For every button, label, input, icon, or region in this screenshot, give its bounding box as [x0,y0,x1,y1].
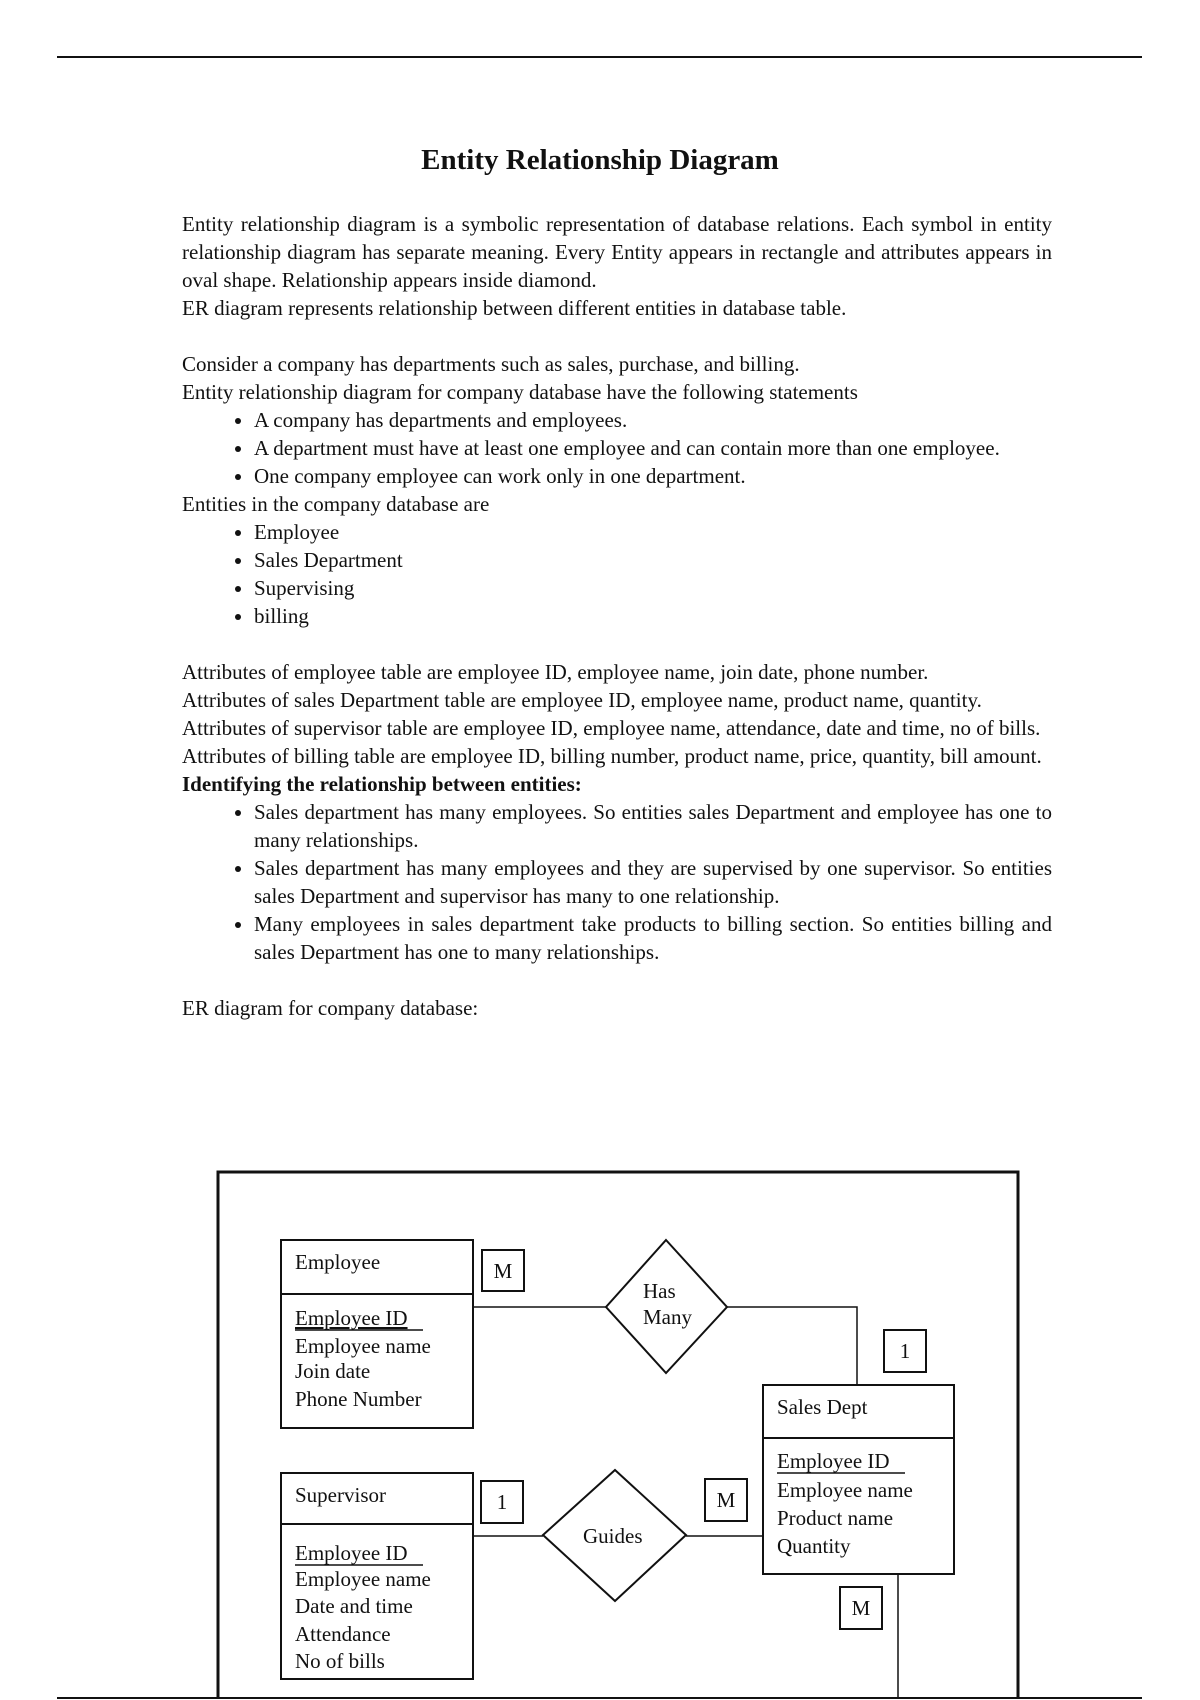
consider-sentence: Consider a company has departments such as sales, purchase, and billing. [182,352,800,376]
cardinality-label [481,1481,523,1523]
attribute: Product name [777,1506,894,1530]
entity-supervisor [281,1473,473,1679]
list-item: • A company has departments and employees. [254,406,1052,434]
entity-name: Employee [295,1250,381,1274]
list-item: • One company employee can work only in one department. [254,462,1052,490]
entity-name: Sales Dept [777,1395,868,1419]
attributes-supervisor: Attributes of supervisor table are employee ID, employee name, attendance, date and time, no of bills. [182,716,1041,740]
attribute: Employee name [777,1478,913,1502]
primary-key: Employee ID [777,1449,890,1473]
intro-paragraph: Entity relationship diagram is a symbolic representation of database relations. Each symbol in entity relationship diagram has separate meaning. Every Entity appears in rectangle and attributes appears in oval shape. Relationship appears inside diamond. [182,212,1052,292]
relationship-guides [543,1470,686,1601]
list-item: • Many employees in sales department take products to billing section. So entities billing and sales Department has one to many relationships. [254,910,1052,966]
attribute: No of bills [295,1649,385,1673]
svg-text:M: M [493,1259,513,1283]
cardinality-label [840,1587,882,1629]
entities-intro: Entities in the company database are [182,492,490,516]
attributes-sales: Attributes of sales Department table are employee ID, employee name, product name, quantity. [182,688,982,712]
svg-text:M: M [716,1488,736,1512]
attribute: Quantity [777,1534,851,1558]
cardinality-label [705,1479,747,1521]
cardinality-label [884,1330,926,1372]
list-item: • billing [254,602,1052,630]
primary-key: Employee ID [295,1541,408,1565]
entity-employee [281,1240,473,1428]
attribute: Join date [295,1359,371,1383]
svg-text:M: M [851,1596,871,1620]
connector-line [727,1307,857,1385]
attributes-billing: Attributes of billing table are employee ID, billing number, product name, price, quantity, bill amount. [182,744,1042,768]
entity-sales-dept [763,1385,954,1574]
list-item: • Sales department has many employees. So entities sales Department and employee has one to many relationships. [254,798,1052,854]
page-title: Entity Relationship Diagram [421,144,779,176]
relationship-heading: Identifying the relationship between entities: [182,772,582,796]
relationship-label: Many [643,1305,692,1329]
bottom-rule [57,1697,1142,1699]
list-item: • A department must have at least one employee and can contain more than one employee. [254,434,1052,462]
relationship-label: Has [643,1279,676,1303]
list-item: • Sales department has many employees and they are supervised by one supervisor. So entities sales Department and supervisor has many to one relationship. [254,854,1052,910]
diagram-caption: ER diagram for company database: [182,996,479,1020]
relationship-label: Guides [583,1524,643,1548]
attribute: Date and time [295,1594,413,1618]
svg-text:1: 1 [496,1490,508,1514]
statements-intro: Entity relationship diagram for company database have the following statements [182,380,858,404]
list-item: • Supervising [254,574,1052,602]
list-item: • Employee [254,518,1052,546]
attribute: Employee name [295,1567,431,1591]
list-item: • Sales Department [254,546,1052,574]
attribute: Phone Number [295,1387,422,1411]
relationship-has-many [606,1240,727,1373]
primary-key: Employee ID [295,1306,408,1330]
svg-text:1: 1 [899,1339,911,1363]
cardinality-label [482,1250,524,1291]
attribute: Employee name [295,1334,431,1358]
intro-sentence: ER diagram represents relationship between different entities in database table. [182,296,847,320]
attribute: Attendance [295,1622,391,1646]
entity-name: Supervisor [295,1483,386,1507]
attributes-employee: Attributes of employee table are employee ID, employee name, join date, phone number. [182,660,929,684]
